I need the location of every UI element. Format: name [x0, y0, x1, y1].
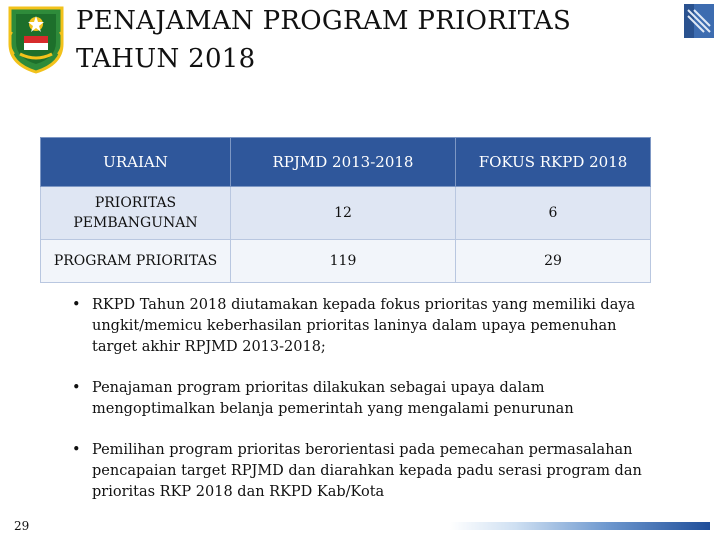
list-item: [70, 378, 660, 420]
table-row: [41, 240, 651, 283]
bullet-text: Pemilihan program prioritas berorientasi pada pemecahan permasalahan pencapaian target RPJMD dan diarahkan kepada padu serasi program dan prioritas RKP 2018 dan RKPD Kab/Kota: [92, 442, 642, 500]
rkpd-value: 29: [456, 240, 651, 283]
bullet-text: Penajaman program prioritas dilakukan sebagai upaya dalam mengoptimalkan belanja pemerintah yang mengalami penurunan: [92, 380, 574, 417]
page-subtitle: TAHUN 2018: [76, 44, 256, 74]
row-label: PROGRAM PRIORITAS: [41, 240, 231, 283]
page-number: 29: [14, 519, 30, 533]
rpjmd-value: 119: [231, 240, 456, 283]
bullet-list: [70, 295, 660, 523]
accent-bar: [450, 522, 710, 530]
list-item: [70, 440, 660, 503]
bullet-text: RKPD Tahun 2018 diutamakan kepada fokus prioritas yang memiliki daya ungkit/memicu keberhasilan prioritas laninya dalam upaya pemenuhan target akhir RPJMD 2013-2018;: [92, 297, 636, 355]
list-item: [70, 295, 660, 358]
rpjmd-value: 12: [231, 187, 456, 240]
priority-table: [40, 137, 651, 283]
page-title: PENAJAMAN PROGRAM PRIORITAS: [76, 6, 572, 36]
header-rpjmd: RPJMD 2013-2018: [231, 138, 456, 187]
table-header-row: [41, 138, 651, 187]
row-label: PRIORITAS PEMBANGUNAN: [41, 187, 231, 240]
regional-emblem-logo: [2, 2, 70, 74]
bullet-marker: •: [72, 380, 81, 396]
header-uraian: URAIAN: [41, 138, 231, 187]
decorative-stripes-icon: [684, 4, 714, 38]
rkpd-value: 6: [456, 187, 651, 240]
bullet-marker: •: [72, 297, 81, 313]
table-row: [41, 187, 651, 240]
bullet-marker: •: [72, 442, 81, 458]
header-rkpd: FOKUS RKPD 2018: [456, 138, 651, 187]
